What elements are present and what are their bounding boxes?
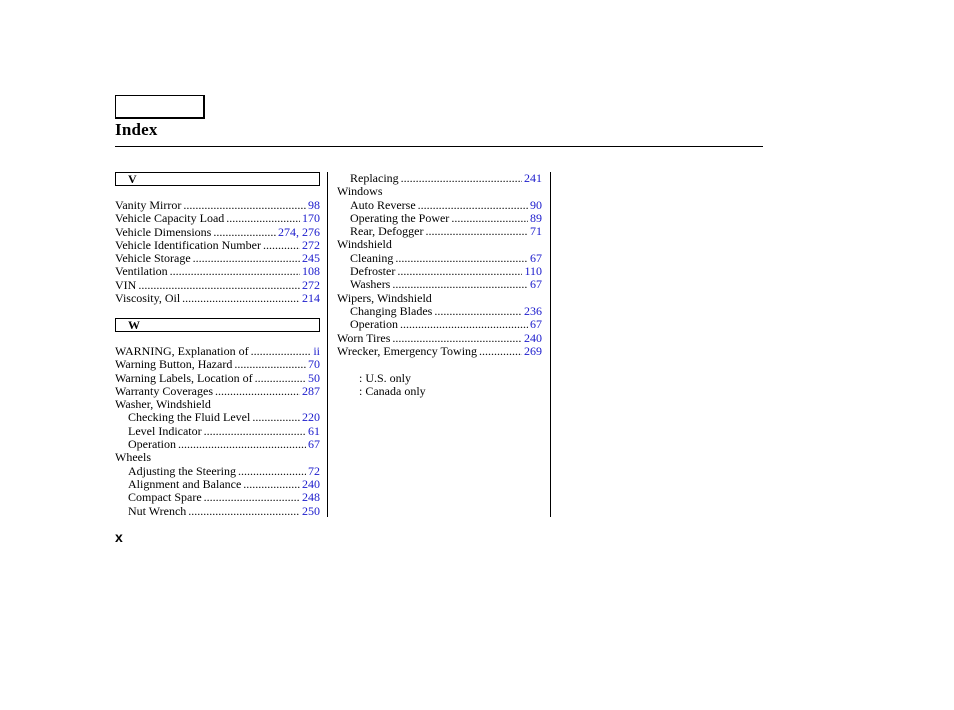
entry-label: Alignment and Balance bbox=[128, 476, 242, 491]
index-entry bbox=[115, 199, 320, 212]
dot-leader bbox=[238, 465, 306, 478]
page-number: x bbox=[115, 529, 123, 545]
page-links bbox=[302, 212, 320, 225]
page-links bbox=[308, 199, 320, 212]
page-link[interactable]: 250 bbox=[302, 503, 320, 518]
index-entry bbox=[337, 172, 542, 185]
page-link[interactable]: 236 bbox=[524, 303, 542, 318]
page-links bbox=[313, 345, 320, 358]
page-link[interactable]: 245 bbox=[302, 251, 320, 266]
entry-label: Defroster bbox=[350, 264, 396, 279]
page-link[interactable]: 67 bbox=[308, 437, 320, 452]
index-list-w bbox=[115, 345, 320, 518]
entry-label: Level Indicator bbox=[128, 423, 202, 438]
page-link[interactable]: 98 bbox=[308, 198, 320, 212]
page-links bbox=[530, 318, 542, 331]
index-entry bbox=[337, 199, 542, 212]
index-entry bbox=[115, 438, 320, 451]
dot-leader bbox=[226, 212, 300, 225]
index-entry bbox=[337, 305, 542, 318]
index-entry bbox=[337, 265, 542, 278]
page-links bbox=[302, 252, 320, 265]
page-link[interactable]: 71 bbox=[530, 224, 542, 239]
page-link[interactable]: 50 bbox=[308, 370, 320, 385]
index-heading: Wheels bbox=[115, 450, 151, 465]
dot-leader bbox=[479, 345, 522, 358]
dot-leader bbox=[178, 438, 306, 451]
section-header-v: V bbox=[115, 172, 320, 186]
page-link[interactable]: 214 bbox=[302, 291, 320, 306]
index-entry bbox=[115, 279, 320, 292]
entry-label: Operation bbox=[350, 317, 398, 332]
dot-leader bbox=[251, 345, 312, 358]
page-links bbox=[302, 385, 320, 398]
index-entry bbox=[115, 372, 320, 385]
page-link[interactable]: 241 bbox=[524, 171, 542, 185]
page-link[interactable]: 272 bbox=[302, 277, 320, 292]
page-link[interactable]: 70 bbox=[308, 357, 320, 372]
entry-label: Adjusting the Steering bbox=[128, 463, 236, 478]
index-heading: Wipers, Windshield bbox=[337, 290, 432, 305]
dot-leader bbox=[418, 199, 528, 212]
entry-label: Auto Reverse bbox=[350, 197, 416, 212]
page-link[interactable]: 67 bbox=[530, 250, 542, 265]
dot-leader bbox=[400, 318, 528, 331]
page-links bbox=[302, 478, 320, 491]
entry-label: Nut Wrench bbox=[128, 503, 187, 518]
index-entry bbox=[115, 358, 320, 371]
page-link[interactable]: 110 bbox=[524, 264, 542, 279]
column-divider bbox=[327, 172, 328, 517]
page-links bbox=[308, 358, 320, 371]
page-links bbox=[524, 172, 542, 185]
dot-leader bbox=[263, 239, 300, 252]
index-heading: Windshield bbox=[337, 237, 392, 252]
dot-leader bbox=[392, 332, 522, 345]
entry-label: Ventilation bbox=[115, 264, 168, 279]
entry-label: Cleaning bbox=[350, 250, 394, 265]
index-entry bbox=[115, 478, 320, 491]
page-link[interactable]: 272 bbox=[302, 237, 320, 252]
page-links bbox=[302, 505, 320, 518]
page-link[interactable]: 67 bbox=[530, 277, 542, 292]
dot-leader bbox=[252, 411, 300, 424]
entry-label: VIN bbox=[115, 277, 137, 292]
dot-leader bbox=[392, 278, 528, 291]
entry-label: Operating the Power bbox=[350, 210, 450, 225]
entry-label: Compact Spare bbox=[128, 490, 202, 505]
dot-leader bbox=[234, 358, 306, 371]
entry-label: Warning Button, Hazard bbox=[115, 357, 233, 372]
entry-label: Vanity Mirror bbox=[115, 198, 182, 212]
index-entry bbox=[115, 239, 320, 252]
index-list-v bbox=[115, 199, 320, 305]
index-entry bbox=[115, 385, 320, 398]
index-list-column2 bbox=[337, 172, 542, 358]
page-link[interactable]: 67 bbox=[530, 317, 542, 332]
index-entry bbox=[115, 212, 320, 225]
entry-label: Vehicle Storage bbox=[115, 251, 191, 266]
entry-label: Checking the Fluid Level bbox=[128, 410, 251, 425]
page-link[interactable]: 61 bbox=[308, 423, 320, 438]
page-links bbox=[302, 491, 320, 504]
page-links bbox=[524, 345, 542, 358]
page-links bbox=[524, 305, 542, 318]
index-heading: Washer, Windshield bbox=[115, 397, 211, 412]
index-entry bbox=[115, 505, 320, 518]
page-links bbox=[308, 372, 320, 385]
index-entry bbox=[337, 332, 542, 345]
dot-leader bbox=[255, 372, 306, 385]
dot-leader bbox=[401, 172, 522, 185]
dot-leader bbox=[170, 265, 300, 278]
index-entry bbox=[115, 226, 320, 239]
page-link[interactable]: 220 bbox=[302, 410, 320, 425]
entry-label: Vehicle Identification Number bbox=[115, 237, 261, 252]
entry-label: Worn Tires bbox=[337, 330, 391, 345]
page-links bbox=[302, 411, 320, 424]
index-entry bbox=[115, 252, 320, 265]
nav-box bbox=[115, 95, 205, 119]
index-entry bbox=[337, 345, 542, 358]
dot-leader bbox=[183, 199, 306, 212]
dot-leader bbox=[395, 252, 528, 265]
legend-us: : U.S. only bbox=[359, 371, 412, 385]
page-links bbox=[524, 332, 542, 345]
index-entry bbox=[115, 411, 320, 424]
page-link[interactable]: 276 bbox=[302, 224, 320, 239]
page-links bbox=[524, 265, 542, 278]
page-links bbox=[530, 199, 542, 212]
index-entry bbox=[115, 265, 320, 278]
dot-leader bbox=[451, 212, 528, 225]
dot-leader bbox=[213, 226, 276, 239]
page-link[interactable]: 240 bbox=[524, 330, 542, 345]
page-links bbox=[302, 265, 320, 278]
index-entry bbox=[115, 292, 320, 305]
page-link[interactable]: 287 bbox=[302, 383, 320, 398]
page-link[interactable]: 90 bbox=[530, 197, 542, 212]
page-title: Index bbox=[115, 120, 158, 139]
index-entry bbox=[337, 225, 542, 238]
index-entry bbox=[115, 465, 320, 478]
page-links bbox=[530, 212, 542, 225]
page-links bbox=[302, 239, 320, 252]
column-divider bbox=[550, 172, 551, 517]
title-rule bbox=[115, 146, 763, 147]
entry-label: Warranty Coverages bbox=[115, 383, 213, 398]
dot-leader bbox=[434, 305, 522, 318]
page-links bbox=[308, 438, 320, 451]
dot-leader bbox=[425, 225, 528, 238]
page-links bbox=[530, 278, 542, 291]
page-links bbox=[308, 425, 320, 438]
entry-label: Vehicle Dimensions bbox=[115, 224, 212, 239]
entry-label: Rear, Defogger bbox=[350, 224, 424, 239]
entry-label: Operation bbox=[128, 437, 176, 452]
dot-leader bbox=[193, 252, 300, 265]
page-link[interactable]: 72 bbox=[308, 463, 320, 478]
page-link[interactable]: 108 bbox=[302, 264, 320, 279]
section-header-w: W bbox=[115, 318, 320, 332]
entry-label: Warning Labels, Location of bbox=[115, 370, 253, 385]
dot-leader bbox=[204, 425, 306, 438]
index-entry bbox=[337, 212, 542, 225]
index-entry bbox=[337, 252, 542, 265]
entry-label: Changing Blades bbox=[350, 303, 433, 318]
page-links bbox=[308, 465, 320, 478]
page-links bbox=[302, 292, 320, 305]
dot-leader bbox=[138, 279, 300, 292]
index-entry bbox=[115, 491, 320, 504]
entry-label: Vehicle Capacity Load bbox=[115, 211, 225, 226]
page-link[interactable]: 248 bbox=[302, 490, 320, 505]
page-links bbox=[530, 252, 542, 265]
legend-canada: : Canada only bbox=[359, 384, 426, 399]
page-link[interactable]: 240 bbox=[302, 476, 320, 491]
page-link[interactable]: ii bbox=[313, 344, 320, 358]
dot-leader bbox=[188, 505, 300, 518]
page-link[interactable]: 274 bbox=[278, 224, 296, 239]
dot-leader bbox=[397, 265, 522, 278]
page-link[interactable]: 269 bbox=[524, 343, 542, 358]
index-entry bbox=[115, 425, 320, 438]
page-link[interactable]: 89 bbox=[530, 210, 542, 225]
page-link[interactable]: 170 bbox=[302, 211, 320, 226]
dot-leader bbox=[243, 478, 300, 491]
page-links bbox=[530, 225, 542, 238]
index-entry bbox=[115, 345, 320, 358]
legend bbox=[359, 372, 426, 399]
dot-leader bbox=[215, 385, 300, 398]
entry-label: Replacing bbox=[350, 171, 399, 185]
index-heading: Windows bbox=[337, 184, 383, 199]
page-links bbox=[302, 279, 320, 292]
entry-label: Wrecker, Emergency Towing bbox=[337, 343, 478, 358]
page-links: 274, 276 bbox=[278, 224, 320, 239]
entry-label: Washers bbox=[350, 277, 391, 292]
entry-label: Viscosity, Oil bbox=[115, 291, 181, 306]
index-entry bbox=[337, 318, 542, 331]
dot-leader bbox=[182, 292, 300, 305]
entry-label: WARNING, Explanation of bbox=[115, 344, 249, 358]
index-entry bbox=[337, 278, 542, 291]
dot-leader bbox=[204, 491, 300, 504]
